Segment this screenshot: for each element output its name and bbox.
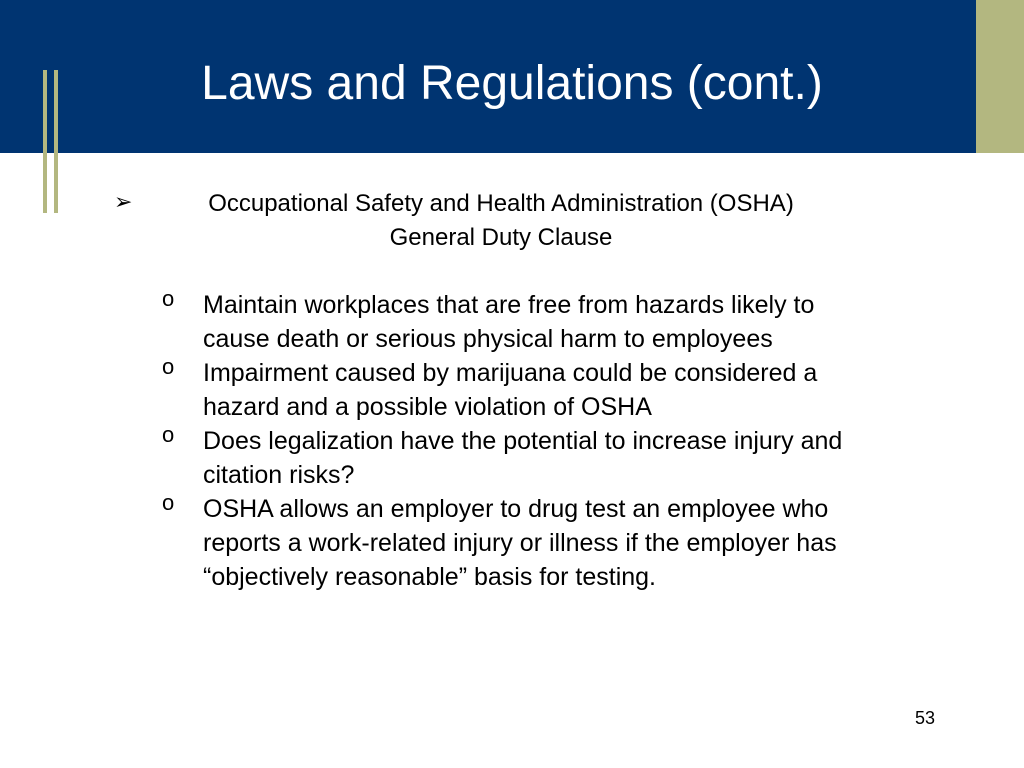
circle-bullet-icon: o [162,490,175,515]
circle-bullet-icon: o [162,354,175,379]
circle-bullet-icon: o [162,286,175,311]
list-item-text: Does legalization have the potential to increase injury and citation risks? [203,427,843,489]
slide-title: Laws and Regulations (cont.) [201,57,823,110]
page-number: 53 [914,708,936,728]
list-item [160,288,880,356]
circle-bullet-icon: o [162,422,175,447]
list-item-text: Impairment caused by marijuana could be considered a hazard and a possible violation of OSHA [203,359,818,421]
main-bullet-line: General Duty Clause [389,224,613,251]
sub-bullet-list [160,288,880,594]
list-item [160,424,880,492]
list-item [160,356,880,424]
list-item-text: Maintain workplaces that are free from hazards likely to cause death or serious physical harm to employees [203,291,815,353]
main-bullet-line: Occupational Safety and Health Administration (OSHA) [208,190,794,217]
main-bullet-text [136,187,866,255]
arrow-bullet-icon: ➢ [114,189,133,214]
list-item-text: OSHA allows an employer to drug test an employee who reports a work-related injury or illness if the employer has “objectively reasonable” basis for testing. [203,495,837,591]
list-item [160,492,880,594]
